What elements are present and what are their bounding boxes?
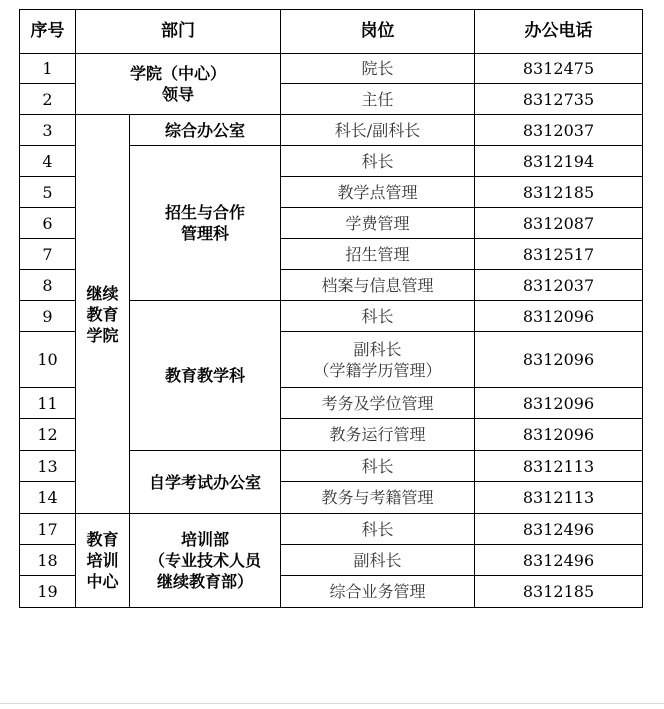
office-phone-directory-table [19, 9, 643, 608]
phone-cell: 8312517 [475, 239, 643, 270]
position-cell [281, 332, 475, 388]
position-cell: 教学点管理 [281, 177, 475, 208]
position-cell: 主任 [281, 84, 475, 115]
position-cell: 档案与信息管理 [281, 270, 475, 301]
position-line1: 副科长 [353, 339, 402, 359]
table-row [20, 115, 643, 146]
phone-cell: 8312185 [475, 177, 643, 208]
dept-leadership-line2: 领导 [161, 85, 194, 104]
seq-cell: 9 [20, 301, 76, 332]
table-header-row [20, 10, 643, 54]
position-cell: 科长 [281, 301, 475, 332]
position-cell: 科长 [281, 146, 475, 177]
seq-cell: 11 [20, 388, 76, 419]
dept-self-exam: 自学考试办公室 [130, 451, 281, 514]
dept-leadership [76, 54, 281, 115]
dept-leadership-line1: 学院（中心） [129, 64, 226, 83]
dept-admissions-line1: 招生与合作 [164, 203, 245, 222]
phone-cell: 8312194 [475, 146, 643, 177]
dept-training-center-line2: 培训 [86, 551, 119, 570]
position-cell: 科长/副科长 [281, 115, 475, 146]
header-seq: 序号 [20, 10, 76, 54]
table-row [20, 54, 643, 84]
page-bottom-divider [0, 703, 664, 704]
dept-training-center-line3: 中心 [86, 572, 119, 591]
position-cell: 学费管理 [281, 208, 475, 239]
table-row [20, 514, 643, 545]
phone-cell: 8312496 [475, 545, 643, 576]
phone-cell: 8312037 [475, 115, 643, 146]
dept-training-dept-line1: 培训部 [180, 530, 229, 549]
seq-cell: 3 [20, 115, 76, 146]
dept-teaching: 教育教学科 [130, 301, 281, 451]
dept-training-center [76, 514, 130, 608]
position-line2: （学籍学历管理） [313, 360, 442, 380]
seq-cell: 12 [20, 419, 76, 451]
seq-cell: 6 [20, 208, 76, 239]
dept-continuing-college [76, 115, 130, 514]
position-cell: 综合业务管理 [281, 576, 475, 608]
phone-cell: 8312113 [475, 482, 643, 514]
position-cell: 教务运行管理 [281, 419, 475, 451]
phone-cell: 8312087 [475, 208, 643, 239]
dept-training-dept-line2: （专业技术人员 [148, 551, 261, 570]
dept-continuing-college-line2: 教育 [86, 304, 119, 324]
position-cell: 考务及学位管理 [281, 388, 475, 419]
seq-cell: 8 [20, 270, 76, 301]
header-position: 岗位 [281, 10, 475, 54]
phone-cell: 8312096 [475, 419, 643, 451]
seq-cell: 18 [20, 545, 76, 576]
dept-continuing-college-line1: 继续 [86, 283, 119, 303]
seq-cell: 7 [20, 239, 76, 270]
phone-cell: 8312185 [475, 576, 643, 608]
phone-cell: 8312496 [475, 514, 643, 545]
position-cell: 科长 [281, 451, 475, 482]
seq-cell: 2 [20, 84, 76, 115]
dept-training-dept [130, 514, 281, 608]
dept-training-dept-line3: 继续教育部） [156, 572, 253, 591]
position-cell: 教务与考籍管理 [281, 482, 475, 514]
header-phone: 办公电话 [475, 10, 643, 54]
dept-admissions-line2: 管理科 [180, 224, 229, 243]
dept-admissions [130, 146, 281, 301]
seq-cell: 4 [20, 146, 76, 177]
phone-cell: 8312037 [475, 270, 643, 301]
dept-general-office: 综合办公室 [130, 115, 281, 146]
position-cell: 招生管理 [281, 239, 475, 270]
dept-continuing-college-line3: 学院 [86, 325, 119, 345]
seq-cell: 17 [20, 514, 76, 545]
header-dept: 部门 [76, 10, 281, 54]
seq-cell: 14 [20, 482, 76, 514]
seq-cell: 5 [20, 177, 76, 208]
position-cell: 院长 [281, 54, 475, 84]
phone-cell: 8312735 [475, 84, 643, 115]
phone-cell: 8312096 [475, 301, 643, 332]
position-cell: 科长 [281, 514, 475, 545]
seq-cell: 10 [20, 332, 76, 388]
dept-training-center-line1: 教育 [86, 530, 119, 549]
phone-cell: 8312096 [475, 388, 643, 419]
phone-cell: 8312096 [475, 332, 643, 388]
phone-cell: 8312475 [475, 54, 643, 84]
seq-cell: 1 [20, 54, 76, 84]
phone-cell: 8312113 [475, 451, 643, 482]
seq-cell: 19 [20, 576, 76, 608]
seq-cell: 13 [20, 451, 76, 482]
position-cell: 副科长 [281, 545, 475, 576]
